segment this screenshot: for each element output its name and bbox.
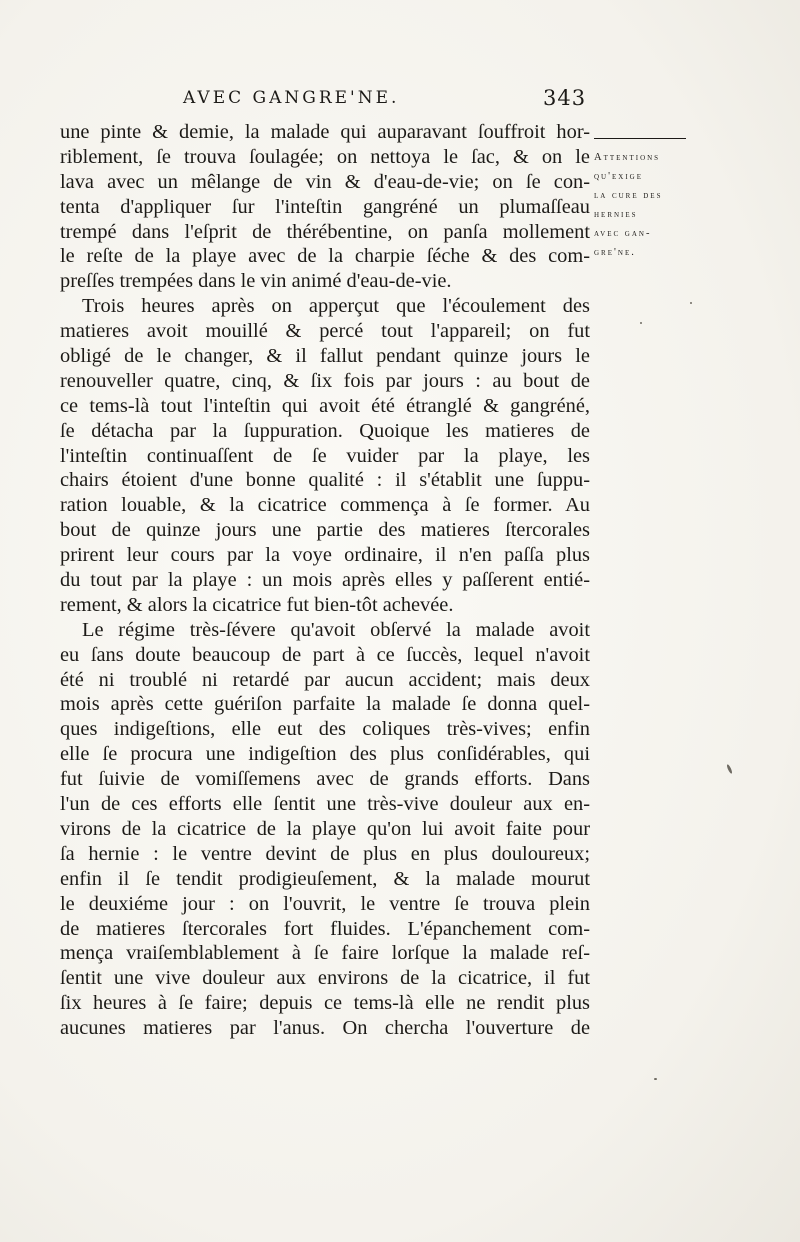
text-line: renouveller quatre, cinq, & ſix fois par jours : au bout de <box>60 369 590 392</box>
text-line: l'inteſtin continuaſſent de ſe vuider par la playe, les <box>60 444 590 467</box>
body-text <box>60 120 590 1041</box>
text-line: obligé de le changer, & il fallut pendant quinze jours le <box>60 345 590 368</box>
paper-speck <box>640 322 642 324</box>
text-line: trempé dans l'eſprit de thérébentine, on panſa mollement <box>60 220 590 243</box>
text-line: l'un de ces efforts elle ſentit une très-vive douleur aux en- <box>60 793 590 816</box>
text-line: Le régime très-ſévere qu'avoit obſervé la malade avoit <box>82 618 590 641</box>
marginal-note <box>594 148 704 262</box>
text-line: eu ſans doute beaucoup de part à ce ſuccès, lequel n'avoit <box>60 643 590 666</box>
text-line: mença vraiſemblablement à ſe faire lorſque la malade reſ- <box>60 942 590 965</box>
text-line: matieres avoit mouillé & percé tout l'appareil; on fut <box>60 320 590 343</box>
text-line: tenta d'appliquer ſur l'inteſtin gangréné un plumaſſeau <box>60 195 590 218</box>
marginal-note-line: qu'exige <box>594 171 643 182</box>
text-line: le reſte de la playe avec de la charpie ſéche & des com- <box>60 245 590 268</box>
text-line: prirent leur cours par la voye ordinaire, il n'en paſſa plus <box>60 544 590 567</box>
text-line: fut ſuivie de vomiſſemens avec de grands efforts. Dans <box>60 768 590 791</box>
text-line: chairs étoient d'une bonne qualité : il s'établit une ſuppu- <box>60 469 590 492</box>
text-line: du tout par la playe : un mois après elles y paſſerent entié- <box>60 569 590 592</box>
text-line: virons de la cicatrice de la playe qu'on lui avoit faite pour <box>60 817 590 840</box>
marginal-note-line: gre'ne. <box>594 247 636 258</box>
text-line: aucunes matieres par l'anus. On chercha l'ouverture de <box>60 1017 590 1040</box>
text-line: ſa hernie : le ventre devint de plus en plus douloureux; <box>60 842 590 865</box>
marginal-note-line: avec gan- <box>594 228 652 239</box>
paper-speck <box>726 764 733 774</box>
text-line: ſix heures à ſe faire; depuis ce tems-là elle ne rendit plus <box>60 992 590 1015</box>
text-line: lava avec un mêlange de vin & d'eau-de-vie; on ſe con- <box>60 170 590 193</box>
marginal-note-line: hernies <box>594 209 638 220</box>
text-line: de matieres ſtercorales fort fluides. L'épanchement com- <box>60 917 590 940</box>
text-line: ſentit une vive douleur aux environs de la cicatrice, il fut <box>60 967 590 990</box>
marginal-note-line: Attentions <box>594 152 661 163</box>
text-line: elle ſe procura une indigeſtion des plus conſidérables, qui <box>60 743 590 766</box>
text-line: une pinte & demie, la malade qui auparavant ſouffroit hor- <box>60 121 590 143</box>
marginal-rule <box>594 138 686 139</box>
text-line: preſſes trempées dans le vin animé d'eau-de-vie. <box>60 270 452 293</box>
text-line: mois après cette guériſon parfaite la malade ſe donna quel- <box>60 693 590 716</box>
text-line: été ni troublé ni retardé par aucun accident; mais deux <box>60 668 590 691</box>
text-line: ſe détacha par la ſuppuration. Quoique les matieres de <box>60 419 590 442</box>
page-number: 343 <box>543 86 587 110</box>
text-line: enfin il ſe tendit prodigieuſement, & la malade mourut <box>60 867 590 890</box>
text-line: le deuxiéme jour : on l'ouvrit, le ventre ſe trouva plein <box>60 892 590 915</box>
marginal-note-line: la cure des <box>594 190 663 201</box>
paper-speck <box>690 302 692 304</box>
text-line: riblement, ſe trouva ſoulagée; on nettoya le ſac, & on le <box>60 145 590 168</box>
text-line: ration louable, & la cicatrice commença à ſe former. Au <box>60 494 590 517</box>
text-line: ce tems-là tout l'inteſtin qui avoit été étranglé & gangréné, <box>60 394 590 417</box>
text-line: ques indigeſtions, elle eut des coliques très-vives; enfin <box>60 718 590 741</box>
text-line: Trois heures après on apperçut que l'écoulement des <box>82 295 590 318</box>
text-line: bout de quinze jours une partie des matieres ſtercorales <box>60 519 590 542</box>
running-head: AVEC GANGRE'NE. <box>183 88 400 108</box>
paper-speck <box>654 1078 657 1080</box>
text-line: rement, & alors la cicatrice fut bien-tôt achevée. <box>60 593 454 616</box>
